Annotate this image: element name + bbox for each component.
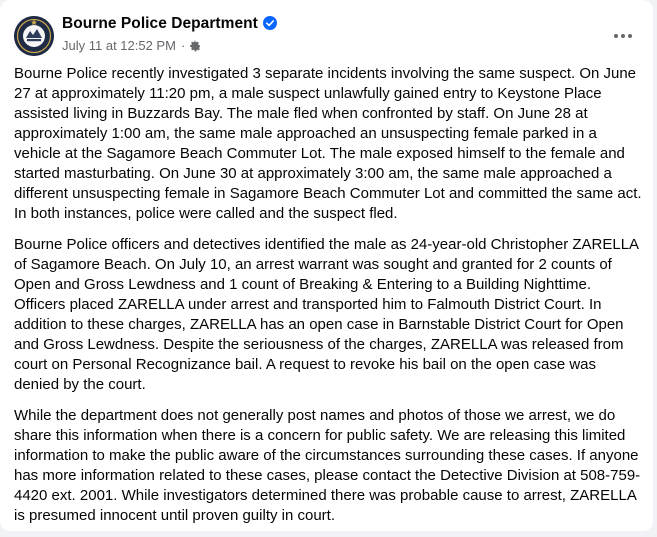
post-timestamp[interactable]: July 11 at 12:52 PM [62, 38, 176, 53]
more-options-icon [613, 33, 633, 39]
police-badge-logo-icon [14, 16, 54, 56]
more-options-button[interactable] [607, 20, 639, 52]
gear-icon[interactable] [189, 40, 201, 55]
verified-badge-icon [263, 16, 277, 35]
post-header [12, 12, 641, 58]
author-name[interactable]: Bourne Police Department [62, 15, 258, 32]
avatar[interactable] [14, 16, 54, 56]
meta-separator: · [180, 38, 186, 53]
page-title[interactable] [62, 15, 277, 35]
post-paragraph: Bourne Police officers and detectives identified the male as 24-year-old Christopher ZARELLA of Sagamore Beach. On July 10, an arrest warrant was sought and granted for 2 counts of Open and Gross Lewdness and 1 count of Breaking & Entering to a Building Nighttime. Officers placed ZARELLA under arrest and transported him to Falmouth District Court. In addition to these charges, ZARELLA has an open case in Barnstable District Court for Open and Gross Lewdness. Despite the seriousness of the charges, ZARELLA was released from court on Personal Recognizance bail. A request to revoke his bail on the open case was denied by the court. [14, 236, 639, 393]
post-paragraph: Bourne Police recently investigated 3 separate incidents involving the same suspect. On June 27 at approximately 11:20 pm, a male suspect unlawfully gained entry to Keystone Place assisted living in Buzzards Bay. The male fled when confronted by staff. On June 28 at approximately 1:00 am, the same male approached an unsuspecting female parked in a vehicle at the Sagamore Beach Commuter Lot. The male exposed himself to the female and started masturbating. On June 30 at approximately 3:00 am, the same male approached a different unsuspecting female in Sagamore Beach Commuter Lot and committed the same act. In both instances, police were called and the suspect fled. [14, 65, 642, 222]
post-paragraph: While the department does not generally post names and photos of those we arrest, we do share this information when there is a concern for public safety. We are releasing this limited information to make the public aware of the circumstances surrounding these cases. If anyone has more information related to these cases, please contact the Detective Division at 508-759-4420 ext. 2001. While investigators determined there was probable cause to arrest, ZARELLA is presumed innocent until proven guilty in court. [14, 407, 641, 524]
post-body [14, 64, 644, 537]
post-meta [62, 38, 201, 55]
